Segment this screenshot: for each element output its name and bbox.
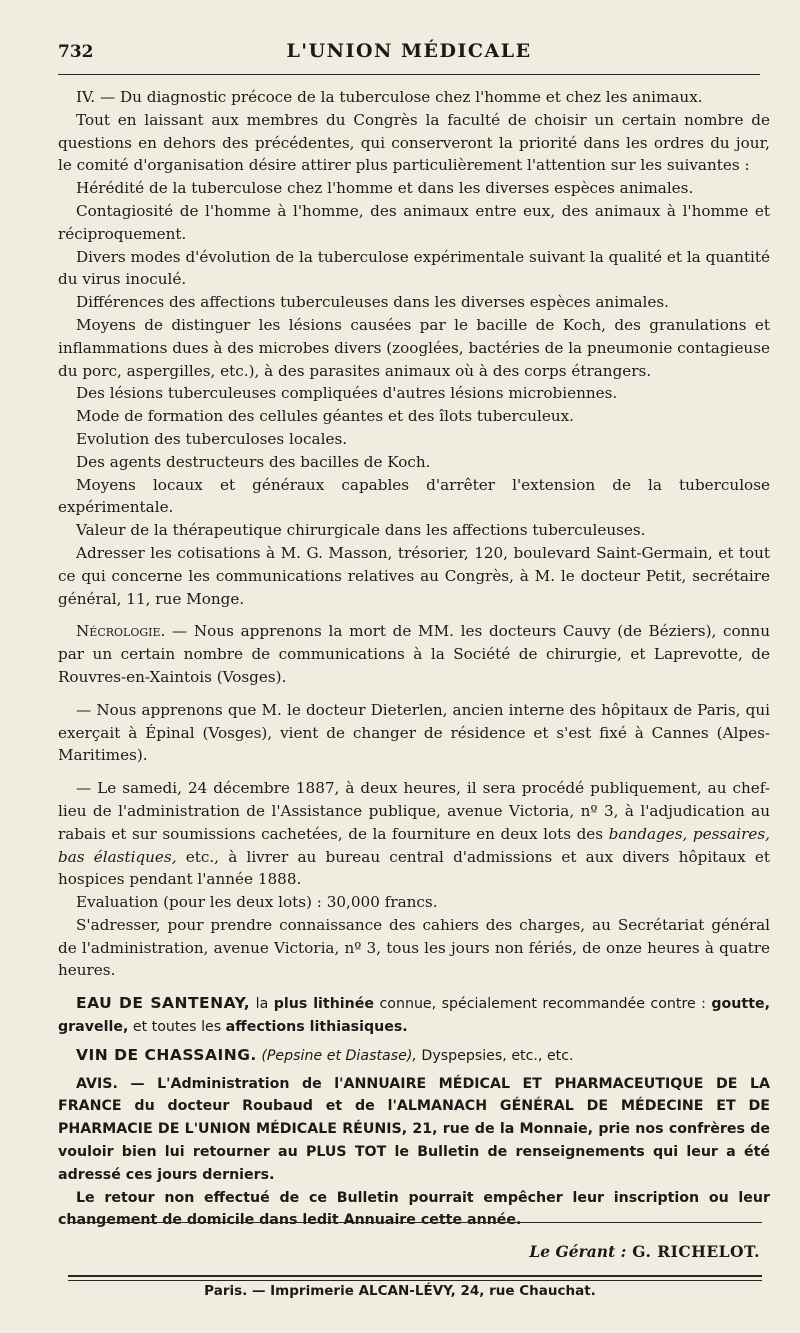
running-title: L'UNION MÉDICALE <box>286 40 532 62</box>
santenay-text: la <box>250 996 274 1013</box>
question-item: Des lésions tuberculeuses compliquées d'autres lésions microbiennes. <box>76 384 618 403</box>
question-item: Moyens de distinguer les lésions causées par le bacille de Koch, des granulations et inflammations dues à des microbes divers (zooglées, bactéries de la pneumonie contagieuse du porc, aspergilles, etc.), à des parasites animaux où à des corps étrangers. <box>58 315 770 380</box>
adjudication-paragraph <box>58 777 770 891</box>
adresser-paragraph: S'adresser, pour prendre connaissance des cahiers des charges, au Secrétariat général de l'administration, avenue Victoria, nº 3, tous les jours non fériés, de onze heures à quatre heures. <box>58 915 770 980</box>
question-item: Hérédité de la tuberculose chez l'homme et dans les diverses espèces animales. <box>76 179 694 198</box>
question-item: Moyens locaux et généraux capables d'arrêter l'extension de la tuberculose expérimentale. <box>58 475 770 517</box>
adjudication-items: bandages, pessaires, bas élastiques, <box>58 824 770 866</box>
page-header <box>58 38 760 78</box>
section-iv-intro: Tout en laissant aux membres du Congrès la faculté de choisir un certain nombre de questions en dehors des précédentes, qui conserveront la priorité dans les ordres du jour, le comité d'organisation désire attirer plus particulièrement l'attention sur les suivantes : <box>58 110 770 175</box>
question-item: Mode de formation des cellules géantes et des îlots tuberculeux. <box>76 407 575 426</box>
gerant-signature <box>529 1242 760 1261</box>
header-rule <box>58 74 760 75</box>
necrologie-paragraph <box>58 620 770 688</box>
imprint-line: Paris. — Imprimerie ALCAN-LÉVY, 24, rue Chauchat. <box>204 1283 596 1299</box>
question-item: Contagiosité de l'homme à l'homme, des animaux entre eux, des animaux à l'homme et réciproquement. <box>58 201 770 243</box>
footer-rule <box>68 1222 762 1223</box>
adjudication-text-before: — Le samedi, 24 décembre 1887, à deux heures, il sera procédé publiquement, au chef-lieu de l'administration de l'Assistance publique, avenue Victoria, nº 3, à l'adjudication au rabais et sur soumissions cachetées, de la fourniture en deux lots des <box>58 779 770 843</box>
gerant-label: Le Gérant : <box>529 1242 627 1261</box>
dieterlen-paragraph: — Nous apprenons que M. le docteur Dieterlen, ancien interne des hôpitaux de Paris, qui exerçait à Épinal (Vosges), vient de changer de résidence et s'est fixé à Cannes (Alpes-Maritimes). <box>58 700 770 765</box>
santenay-bold: affections lithiasiques. <box>225 1019 408 1036</box>
chassaing-italic: (Pepsine et Diastase), <box>256 1047 417 1064</box>
article-body <box>58 86 770 1232</box>
question-item: Des agents destructeurs des bacilles de Koch. <box>76 452 431 471</box>
adjudication-text-after: etc., à livrer au bureau central d'admissions et aux divers hôpitaux et hospices pendant l'année 1888. <box>58 847 770 889</box>
avis-paragraph: AVIS. — L'Administration de l'ANNUAIRE MÉDICAL ET PHARMACEUTIQUE DE LA FRANCE du docteur Roubaud et de l'ALMANACH GÉNÉRAL DE MÉDECINE ET DE PHARMACIE DE L'UNION MÉDICALE RÉUNIS, 21, rue de la Monnaie, prie nos confrères de vouloir bien lui retourner au PLUS TOT le Bulletin de renseignements qui leur a été adressé ces jours derniers. <box>58 1075 770 1183</box>
gerant-name: G. RICHELOT. <box>626 1242 760 1261</box>
imprint-rule <box>68 1275 762 1281</box>
chassaing-ad <box>58 1044 770 1068</box>
page-number: 732 <box>58 42 94 62</box>
question-item: Evolution des tuberculoses locales. <box>76 429 348 448</box>
santenay-text: connue, spécialement recommandée contre : <box>374 996 712 1013</box>
section-iv-title: IV. — Du diagnostic précoce de la tuberculose chez l'homme et chez les animaux. <box>76 88 703 106</box>
question-item: Différences des affections tuberculeuses dans les diverses espèces animales. <box>76 293 669 312</box>
question-item: Valeur de la thérapeutique chirurgicale dans les affections tuberculeuses. <box>76 521 646 540</box>
question-item: Divers modes d'évolution de la tuberculose expérimentale suivant la qualité et la quantité du virus inoculé. <box>58 247 770 289</box>
necrologie-text: — Nous apprenons la mort de MM. les docteurs Cauvy (de Béziers), connu par un certain nombre de communications à la Société de chirurgie, et Laprevotte, de Rouvres-en-Xaintois (Vosges). <box>58 622 770 686</box>
santenay-text: et toutes les <box>128 1019 226 1036</box>
chassaing-lead: VIN DE CHASSAING. <box>76 1045 257 1064</box>
santenay-lead: EAU DE SANTENAY, <box>76 994 251 1013</box>
chassaing-text: Dyspepsies, etc., etc. <box>416 1047 574 1064</box>
avis-followup: Le retour non effectué de ce Bulletin pourrait empêcher leur inscription ou leur changement de domicile dans ledit Annuaire cette année. <box>58 1189 770 1229</box>
santenay-ad <box>58 992 770 1039</box>
santenay-bold: plus lithinée <box>273 996 375 1013</box>
santenay-bold: goutte, gravelle, <box>58 996 770 1036</box>
necrologie-label: Nécrologie. <box>76 622 166 641</box>
congress-address: Adresser les cotisations à M. G. Masson, trésorier, 120, boulevard Saint-Germain, et tout ce qui concerne les communications relatives au Congrès, à M. le docteur Petit, secrétaire général, 11, rue Monge. <box>58 543 770 608</box>
evaluation-line: Evaluation (pour les deux lots) : 30,000 francs. <box>76 893 438 912</box>
